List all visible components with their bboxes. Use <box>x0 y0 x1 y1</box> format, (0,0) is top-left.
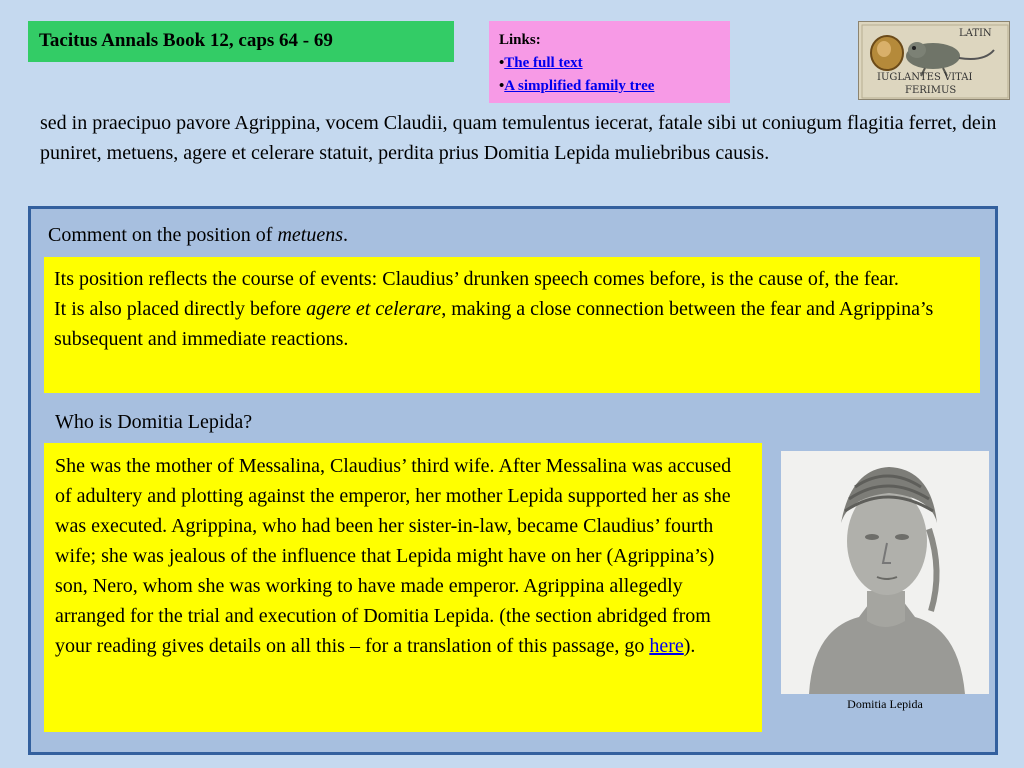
mosaic-image <box>859 22 1010 100</box>
answer-line-2-prefix: It is also placed directly before <box>54 298 307 320</box>
question-metuens <box>48 224 348 247</box>
links-item-family-tree <box>499 75 730 98</box>
image-caption: Domitia Lepida <box>847 697 923 711</box>
domitia-lepida-bust-image <box>781 451 989 694</box>
logo-bottom-text-2: FERIMUS <box>905 85 957 96</box>
bust-illustration <box>781 451 989 694</box>
latin-mosaic-logo <box>858 21 1010 100</box>
content-panel <box>28 206 998 755</box>
bullet: • <box>499 55 505 71</box>
question-prefix: Comment on the position of <box>48 224 278 246</box>
answer-line-2-emphasis: agere et celerare <box>306 298 442 320</box>
full-text-link[interactable]: The full text <box>504 55 583 71</box>
logo-bottom-text-1: IUGLANTES VITAI <box>877 72 973 83</box>
question-suffix: . <box>342 224 348 246</box>
latin-passage: sed in praecipuo pavore Agrippina, vocem Claudii, quam temulentus iecerat, fatale sibi ut coniugum flagitia ferret, dein puniret, metuens, agere et celerare statuit, perdita prius Domitia Lepida muliebribus causis. <box>40 112 997 164</box>
bullet: • <box>499 78 505 94</box>
answer-line-2-suffix: , making a close connection between the fear and Agrippina’s subsequent and immediate reactions. <box>54 298 934 350</box>
slide-title <box>28 21 454 62</box>
answer-end: ). <box>683 635 696 657</box>
answer-line-2 <box>54 294 970 354</box>
answer-domitia-lepida <box>44 443 762 732</box>
answer-line-1: Its position reflects the course of events: Claudius’ drunken speech comes before, is the cause of, the fear. <box>54 268 899 290</box>
here-link[interactable]: here <box>649 635 684 657</box>
answer-text: She was the mother of Messalina, Claudius’ third wife. After Messalina was accused of adultery and plotting against the emperor, her mother Lepida supported her as she was executed. Agrippina, who had been her sister-in-law, became Claudius’ fourth wife; she was jealous of the influence that Lepida might have on her (Agrippina’s) son, Nero, whom she was working to have made emperor. Agrippina allegedly arranged for the trial and execution of Domitia Lepida. (the section abridged from your reading gives details on all this – for a translation of this passage, go <box>55 455 732 657</box>
slide-title-text: Tacitus Annals Book 12, caps 64 - 69 <box>39 30 333 51</box>
links-item-full-text <box>499 52 730 75</box>
answer-metuens <box>44 257 980 393</box>
logo-top-text: LATIN <box>959 28 992 39</box>
links-box <box>489 21 730 103</box>
question-emphasis: metuens <box>277 224 343 246</box>
question-domitia-lepida: Who is Domitia Lepida? <box>55 411 253 433</box>
links-heading: Links: <box>499 32 541 48</box>
family-tree-link[interactable]: A simplified family tree <box>504 78 655 94</box>
